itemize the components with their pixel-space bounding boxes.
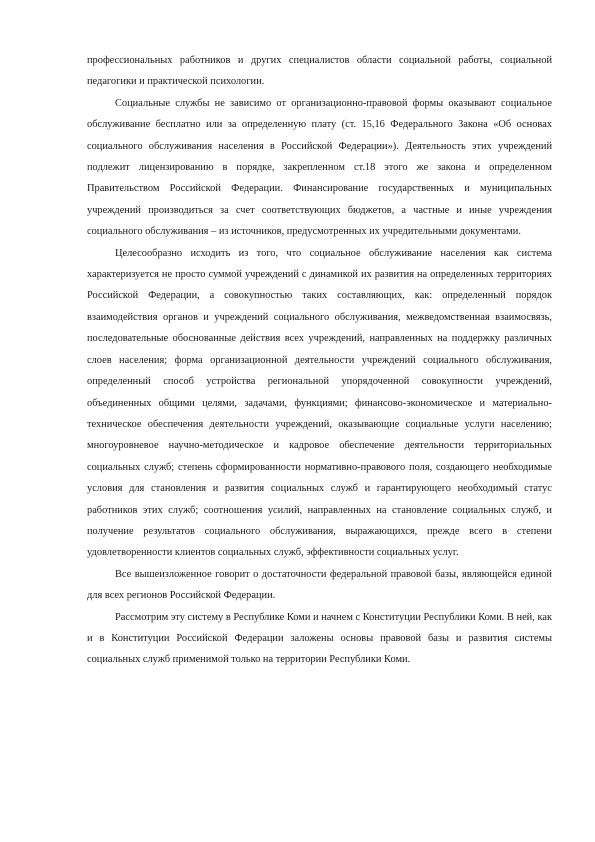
paragraph-system-components: Целесообразно исходить из того, что социальное обслуживание населения как система характеризуется не просто суммой учреждений с динамикой их развития на определенных территориях Российской Федерации, а совокупностью таких составляющих, как: определенный порядок взаимодействия органов и учреждений социального обслуживания, межведомственная взаимосвязь, последовательные обоснованные действия всех учреждений, направленных на поддержку различных слоев населения; форма организационной деятельности учреждений социального обслуживания, определенный способ устройства региональной упорядоченной совокупности учреждений, объединенных общими целями, задачами, функциями; финансово-экономическое и материально-техническое обеспечения деятельности учреждений, оказывающие социальные услуги населению; многоуровневое научно-методическое и кадровое обеспечение деятельности территориальных социальных служб; степень сформированности нормативно-правового поля, создающего необходимые условия для становления и развития социальных служб и гарантирующего необходимый статус работников этих служб; соотношения усилий, направленных на становление социальных служб, и получение результатов социального обслуживания, выражающихся, прежде всего в степени удовлетворенности клиентов социальных служб, эффективности социальных услуг. [87, 247, 552, 559]
paragraph-komi-republic: Рассмотрим эту систему в Республике Коми и начнем с Конституции Республики Коми. В ней, как и в Конституции Российской Федерации заложены основы правовой базы и развития системы социальных служб применимой только на территории Республики Коми. [87, 611, 552, 666]
paragraph-continuation: профессиональных работников и других специалистов области социальной работы, социальной педагогики и практической психологии. [87, 55, 552, 88]
document-page [87, 50, 552, 671]
paragraph-federal-base: Все вышеизложенное говорит о достаточности федеральной правовой базы, являющейся единой для всех регионов Российской Федерации. [87, 568, 552, 602]
paragraph-social-services-funding: Социальные службы не зависимо от организационно-правовой формы оказывают социальное обслуживание бесплатно или за определенную плату (ст. 15,16 Федерального Закона «Об основах социального обслуживания населения в Российской Федерации»). Деятельность этих учреждений подлежит лицензированию в порядке, закрепленном ст.18 этого же закона и определенном Правительством Российской Федерации. Финансирование государственных и муниципальных учреждений производиться за счет соответствующих бюджетов, а частные и иные учреждения социального обслуживания – из источников, предусмотренных их учредительными документами. [87, 97, 552, 238]
